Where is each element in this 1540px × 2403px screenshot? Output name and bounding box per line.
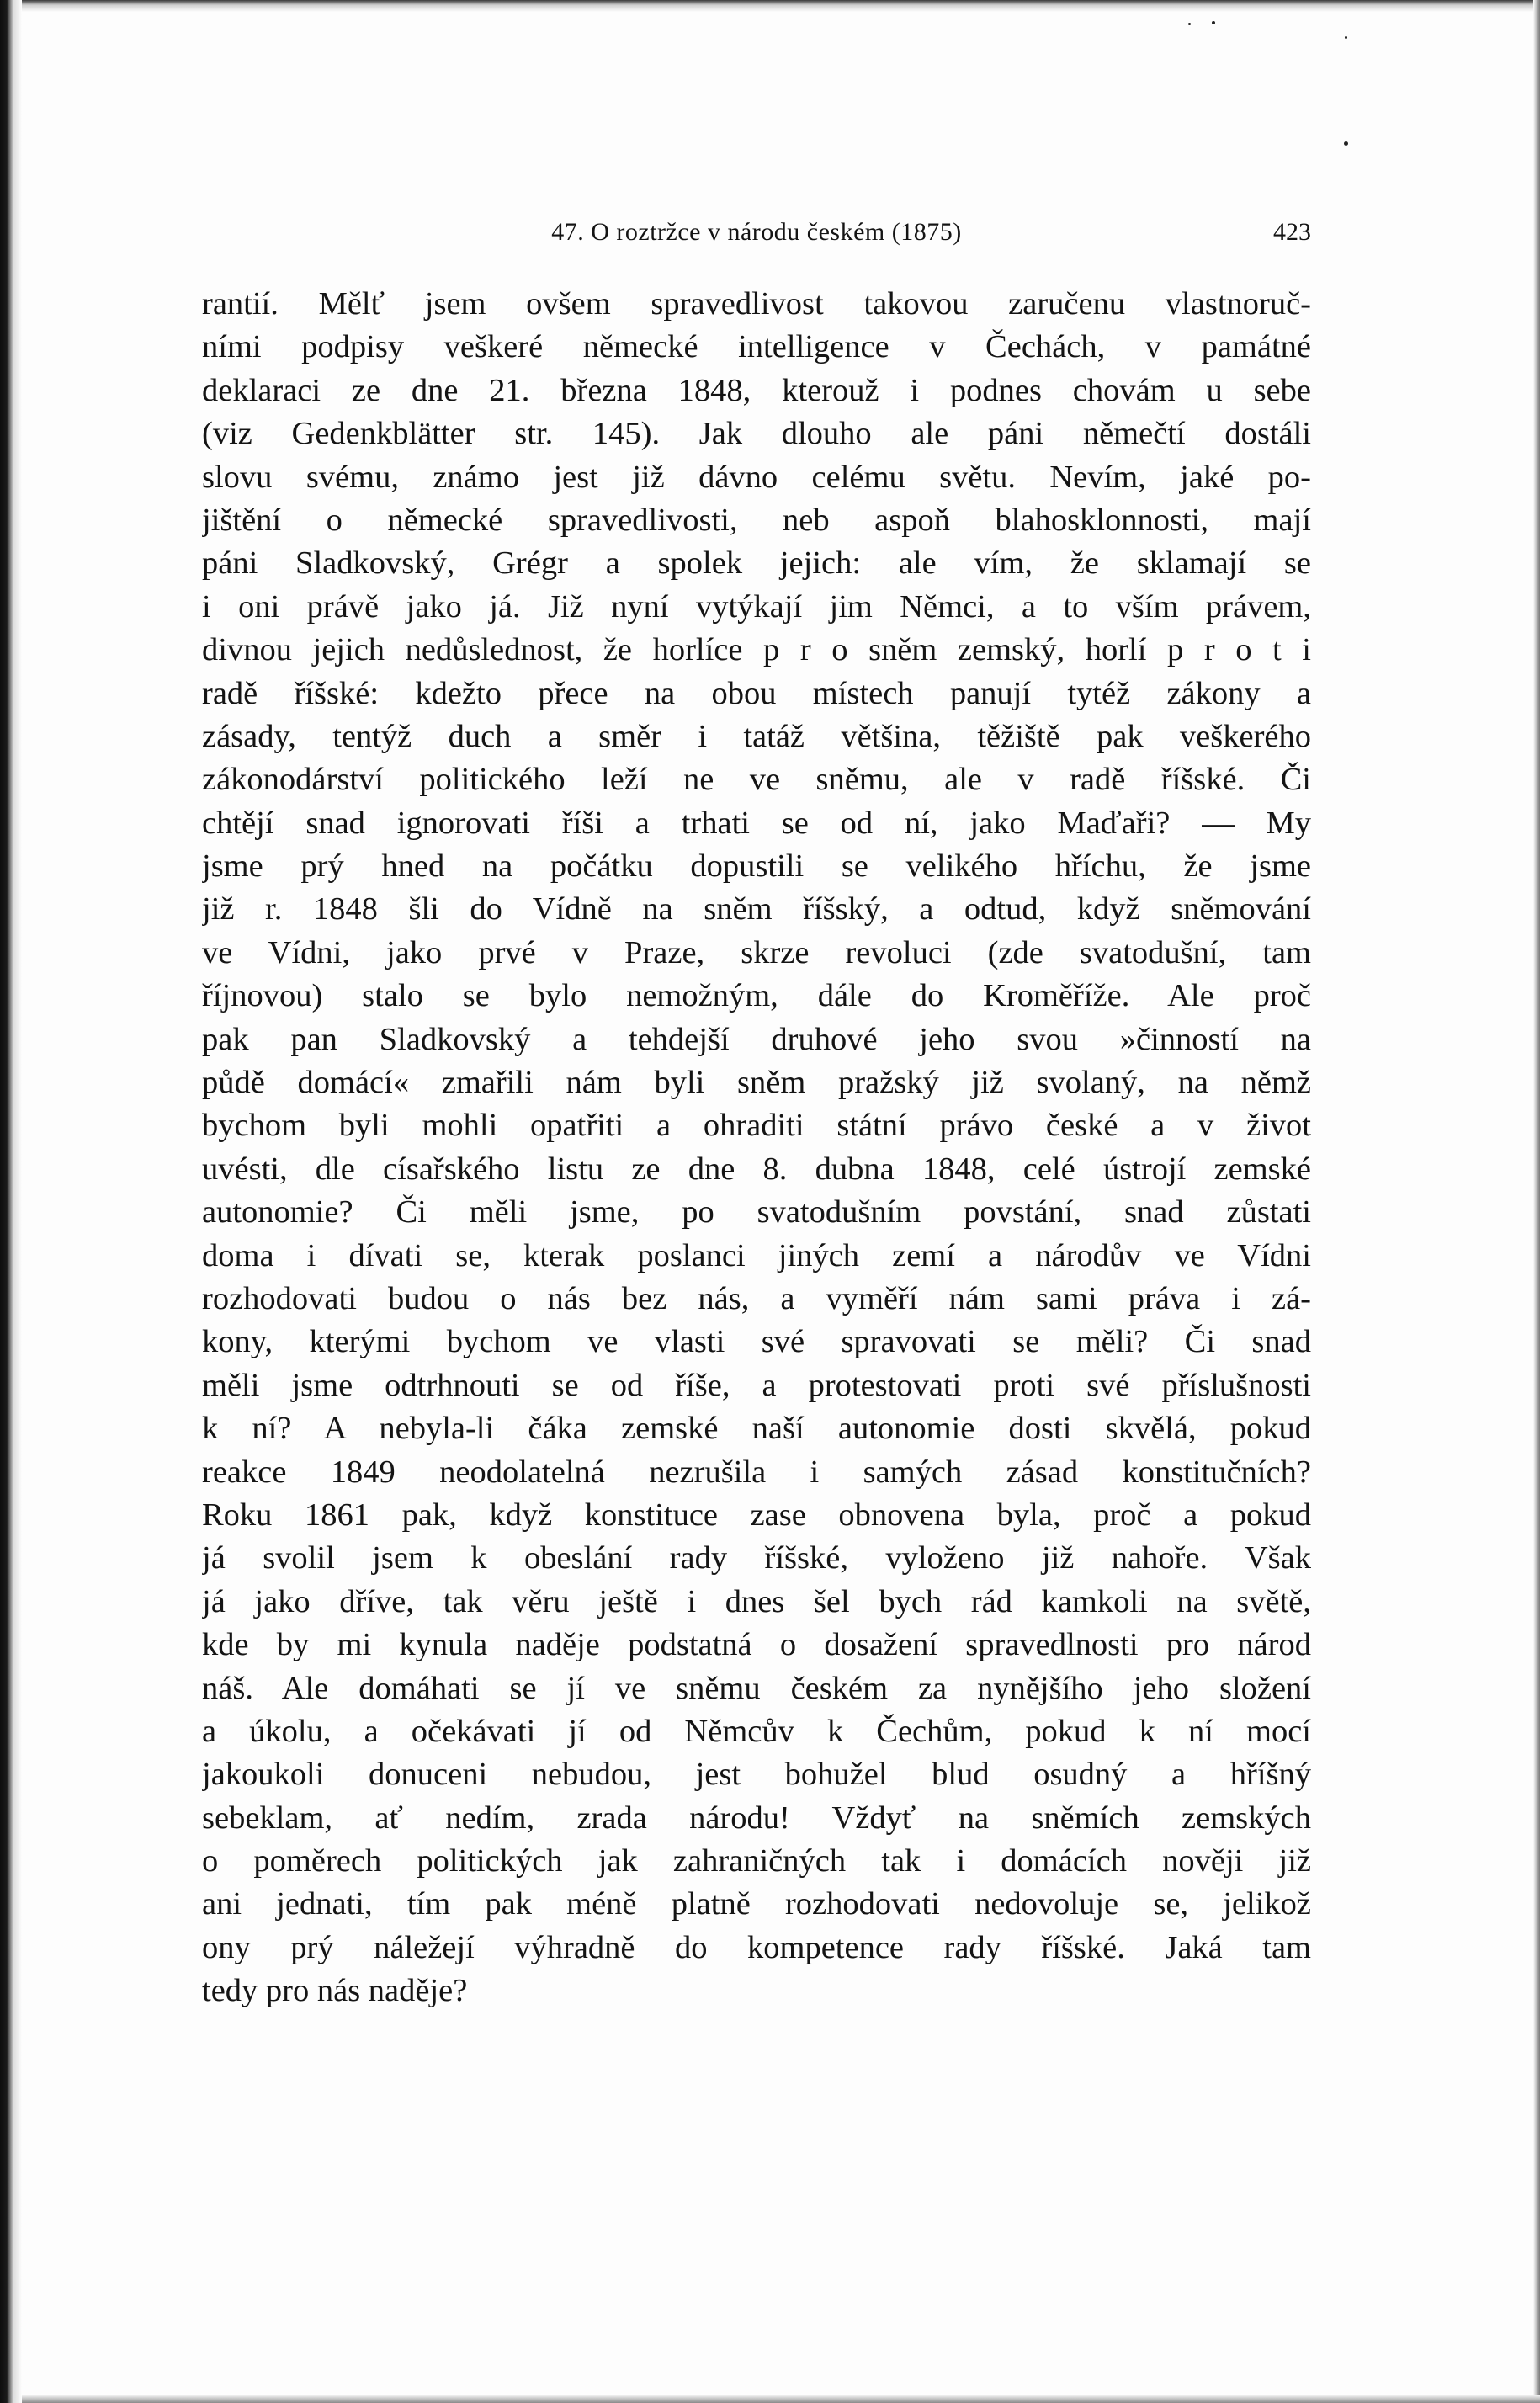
text-line: měli jsme odtrhnouti se od říše, a protestovati proti své příslušnosti — [202, 1367, 1311, 1403]
text-line: divnou jejich nedůslednost, že horlíce p r o sněm zemský, horlí p r o t i — [202, 632, 1311, 668]
text-line: páni Sladkovský, Grégr a spolek jejich: ale vím, že sklamají se — [202, 545, 1311, 582]
text-line: doma i dívati se, kterak poslanci jiných zemí a národův ve Vídni — [202, 1237, 1311, 1273]
page-top-edge — [22, 0, 1540, 12]
running-title: 47. O roztržce v národu českém (1875) — [551, 218, 962, 246]
text-line: reakce 1849 neodolatelná nezrušila i samých zásad konstitučních? — [202, 1454, 1311, 1490]
text-line: rantií. Mělť jsem ovšem spravedlivost takovou zaručenu vlastnoruč- — [202, 286, 1311, 322]
text-line: autonomie? Či měli jsme, po svatodušním povstání, snad zůstati — [202, 1194, 1311, 1231]
text-line: ními podpisy veškeré německé intelligence v Čechách, v památné — [202, 329, 1311, 365]
text-line: kde by mi kynula naděje podstatná o dosažení spravedlnosti pro národ — [202, 1627, 1311, 1663]
text-line: zásady, tentýž duch a směr i tatáž většina, těžiště pak veškerého — [202, 718, 1311, 754]
text-line: náš. Ale domáhati se jí ve sněmu českém za nynějšího jeho složení — [202, 1670, 1311, 1706]
scan-speck — [1345, 36, 1347, 39]
text-line: říjnovou) stalo se bylo nemožným, dále do Kroměříže. Ale proč — [202, 978, 1311, 1014]
page-right-edge — [1533, 0, 1540, 2403]
page-bottom-edge — [22, 2395, 1540, 2403]
text-line: ve Vídni, jako prvé v Praze, skrze revoluci (zde svatodušní, tam — [202, 934, 1311, 970]
text-line: slovu svému, známo jest již dávno celému světu. Nevím, jaké po- — [202, 459, 1311, 495]
text-line: i oni právě jako já. Již nyní vytýkají jim Němci, a to vším právem, — [202, 588, 1311, 625]
text-line: k ní? A nebyla-li čáka zemské naší autonomie dosti skvělá, pokud — [202, 1411, 1311, 1447]
text-line: pak pan Sladkovský a tehdejší druhové jeho svou »činností na — [202, 1021, 1311, 1057]
body-text — [202, 283, 1311, 2013]
running-header — [202, 215, 1311, 249]
text-line: radě říšské: kdežto přece na obou místech panují tytéž zákony a — [202, 675, 1311, 711]
text-line: kony, kterými bychom ve vlasti své spravovati se měli? Či snad — [202, 1324, 1311, 1360]
text-line: Roku 1861 pak, když konstituce zase obnovena byla, proč a pokud — [202, 1497, 1311, 1533]
page-number: 423 — [1273, 218, 1311, 246]
text-line: sebeklam, ať nedím, zrada národu! Vždyť na sněmích zemských — [202, 1800, 1311, 1836]
page-binding-shadow — [0, 0, 22, 2403]
text-line: já jako dříve, tak věru ještě i dnes šel bych rád kamkoli na světě, — [202, 1583, 1311, 1619]
text-line: uvésti, dle císařského listu ze dne 8. dubna 1848, celé ústrojí zemské — [202, 1151, 1311, 1187]
text-line: a úkolu, a očekávati jí od Němcův k Čechům, pokud k ní mocí — [202, 1713, 1311, 1749]
text-line: rozhodovati budou o nás bez nás, a vyměří nám sami práva i zá- — [202, 1280, 1311, 1316]
scan-speck — [1344, 141, 1348, 146]
scan-speck — [1188, 23, 1191, 25]
text-line: já svolil jsem k obeslání rady říšské, vyloženo již nahoře. Však — [202, 1540, 1311, 1576]
text-line: o poměrech politických jak zahraničných tak i domácích nověji již — [202, 1843, 1311, 1879]
text-line: chtějí snad ignorovati říši a trhati se od ní, jako Maďaři? — My — [202, 805, 1311, 841]
text-line: půdě domácí« zmařili nám byli sněm pražský již svolaný, na němž — [202, 1065, 1311, 1101]
text-line-last: tedy pro nás naděje? — [202, 1973, 468, 2009]
text-line: jakoukoli donuceni nebudou, jest bohužel blud osudný a hříšný — [202, 1757, 1311, 1793]
text-line: ony prý náležejí výhradně do kompetence rady říšské. Jaká tam — [202, 1929, 1311, 1965]
text-line: již r. 1848 šli do Vídně na sněm říšský, a odtud, když sněmování — [202, 891, 1311, 928]
text-line: zákonodárství politického leží ne ve sněmu, ale v radě říšské. Či — [202, 762, 1311, 798]
text-line: bychom byli mohli opatřiti a ohraditi státní právo české a v život — [202, 1108, 1311, 1144]
text-line: ani jednati, tím pak méně platně rozhodovati nedovoluje se, jelikož — [202, 1886, 1311, 1922]
scan-speck — [1212, 21, 1215, 24]
text-line: deklaraci ze dne 21. března 1848, kterouž i podnes chovám u sebe — [202, 372, 1311, 408]
text-line: jištění o německé spravedlivosti, neb aspoň blahosklonnosti, mají — [202, 502, 1311, 538]
text-line: jsme prý hned na počátku dopustili se velikého hříchu, že jsme — [202, 848, 1311, 885]
text-line: (viz Gedenkblätter str. 145). Jak dlouho ale páni němečtí dostáli — [202, 416, 1311, 452]
